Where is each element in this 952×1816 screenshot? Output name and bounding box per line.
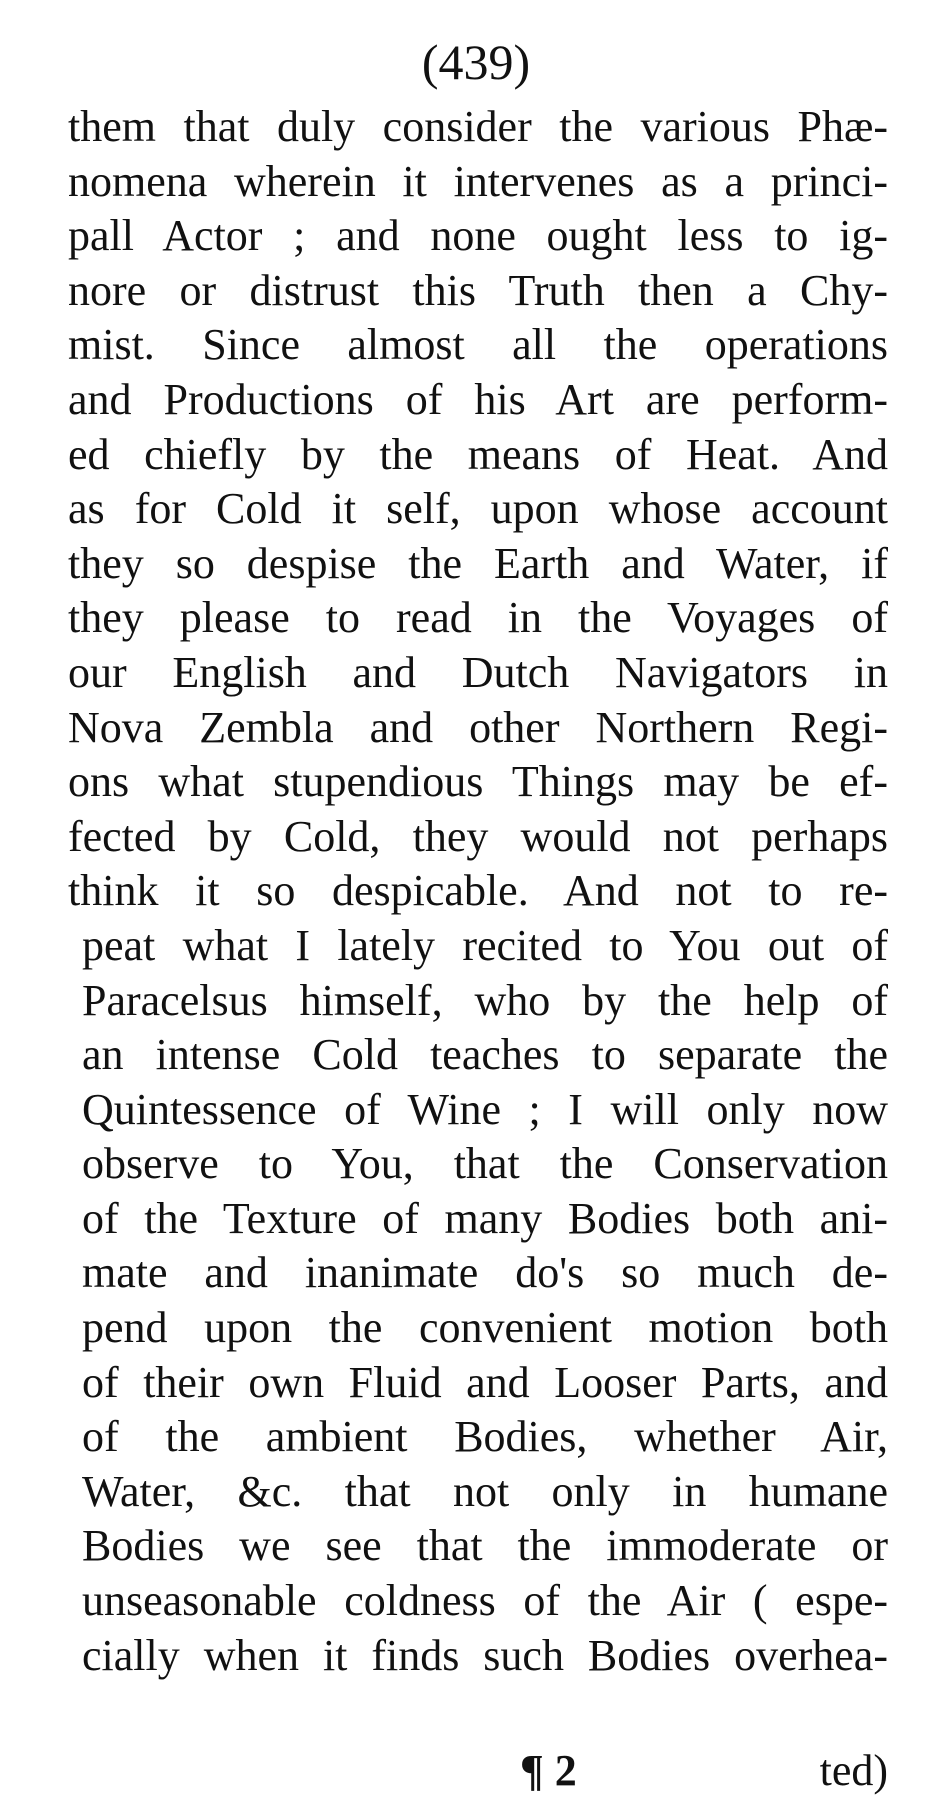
text-line: Quintessence of Wine ; I will only now xyxy=(82,1084,888,1134)
text-line: mate and inanimate do's so much de- xyxy=(82,1248,888,1298)
text-line: them that duly consider the various Phæ- xyxy=(68,102,888,151)
text-line: peat what I lately recited to You out of xyxy=(82,920,888,970)
text-line: an intense Cold teaches to separate the xyxy=(82,1030,888,1080)
text-line: pend upon the convenient motion both xyxy=(82,1303,888,1353)
text-line: unseasonable coldness of the Air ( espe- xyxy=(82,1576,888,1626)
catchword: ted) xyxy=(819,1746,888,1795)
text-line: Paracelsus himself, who by the help of xyxy=(82,975,888,1025)
text-line: nore or distrust this Truth then a Chy- xyxy=(68,265,888,315)
catch-line xyxy=(520,1744,888,1798)
text-line: cially when it finds such Bodies overhea- xyxy=(82,1630,888,1680)
text-line: Nova Zembla and other Northern Regi- xyxy=(68,702,888,752)
text-line: Water, &c. that not only in humane xyxy=(82,1466,888,1516)
text-line: pall Actor ; and none ought less to ig- xyxy=(68,211,888,261)
text-line: nomena wherein it intervenes as a princi- xyxy=(68,156,888,206)
text-line: they please to read in the Voyages of xyxy=(68,593,888,643)
text-line: of the ambient Bodies, whether Air, xyxy=(82,1412,888,1462)
signature-mark: ¶ 2 xyxy=(520,1746,577,1795)
text-line: Bodies we see that the immoderate or xyxy=(82,1521,888,1571)
text-line: ons what stupendious Things may be ef- xyxy=(68,757,888,807)
text-line: and Productions of his Art are perform- xyxy=(68,374,888,424)
text-line: as for Cold it self, upon whose account xyxy=(68,484,888,534)
text-line: of their own Fluid and Looser Parts, and xyxy=(82,1357,888,1407)
text-line: fected by Cold, they would not perhaps xyxy=(68,811,888,861)
text-line: our English and Dutch Navigators in xyxy=(68,647,888,697)
text-line: think it so despicable. And not to re- xyxy=(68,866,888,916)
text-line: observe to You, that the Conservation xyxy=(82,1139,888,1189)
page-number: (439) xyxy=(421,34,531,90)
text-line: they so despise the Earth and Water, if xyxy=(68,538,888,588)
text-line: mist. Since almost all the operations xyxy=(68,320,888,370)
text-line: ed chiefly by the means of Heat. And xyxy=(68,429,888,479)
body-text xyxy=(68,100,888,1683)
text-line: of the Texture of many Bodies both ani- xyxy=(82,1193,888,1243)
